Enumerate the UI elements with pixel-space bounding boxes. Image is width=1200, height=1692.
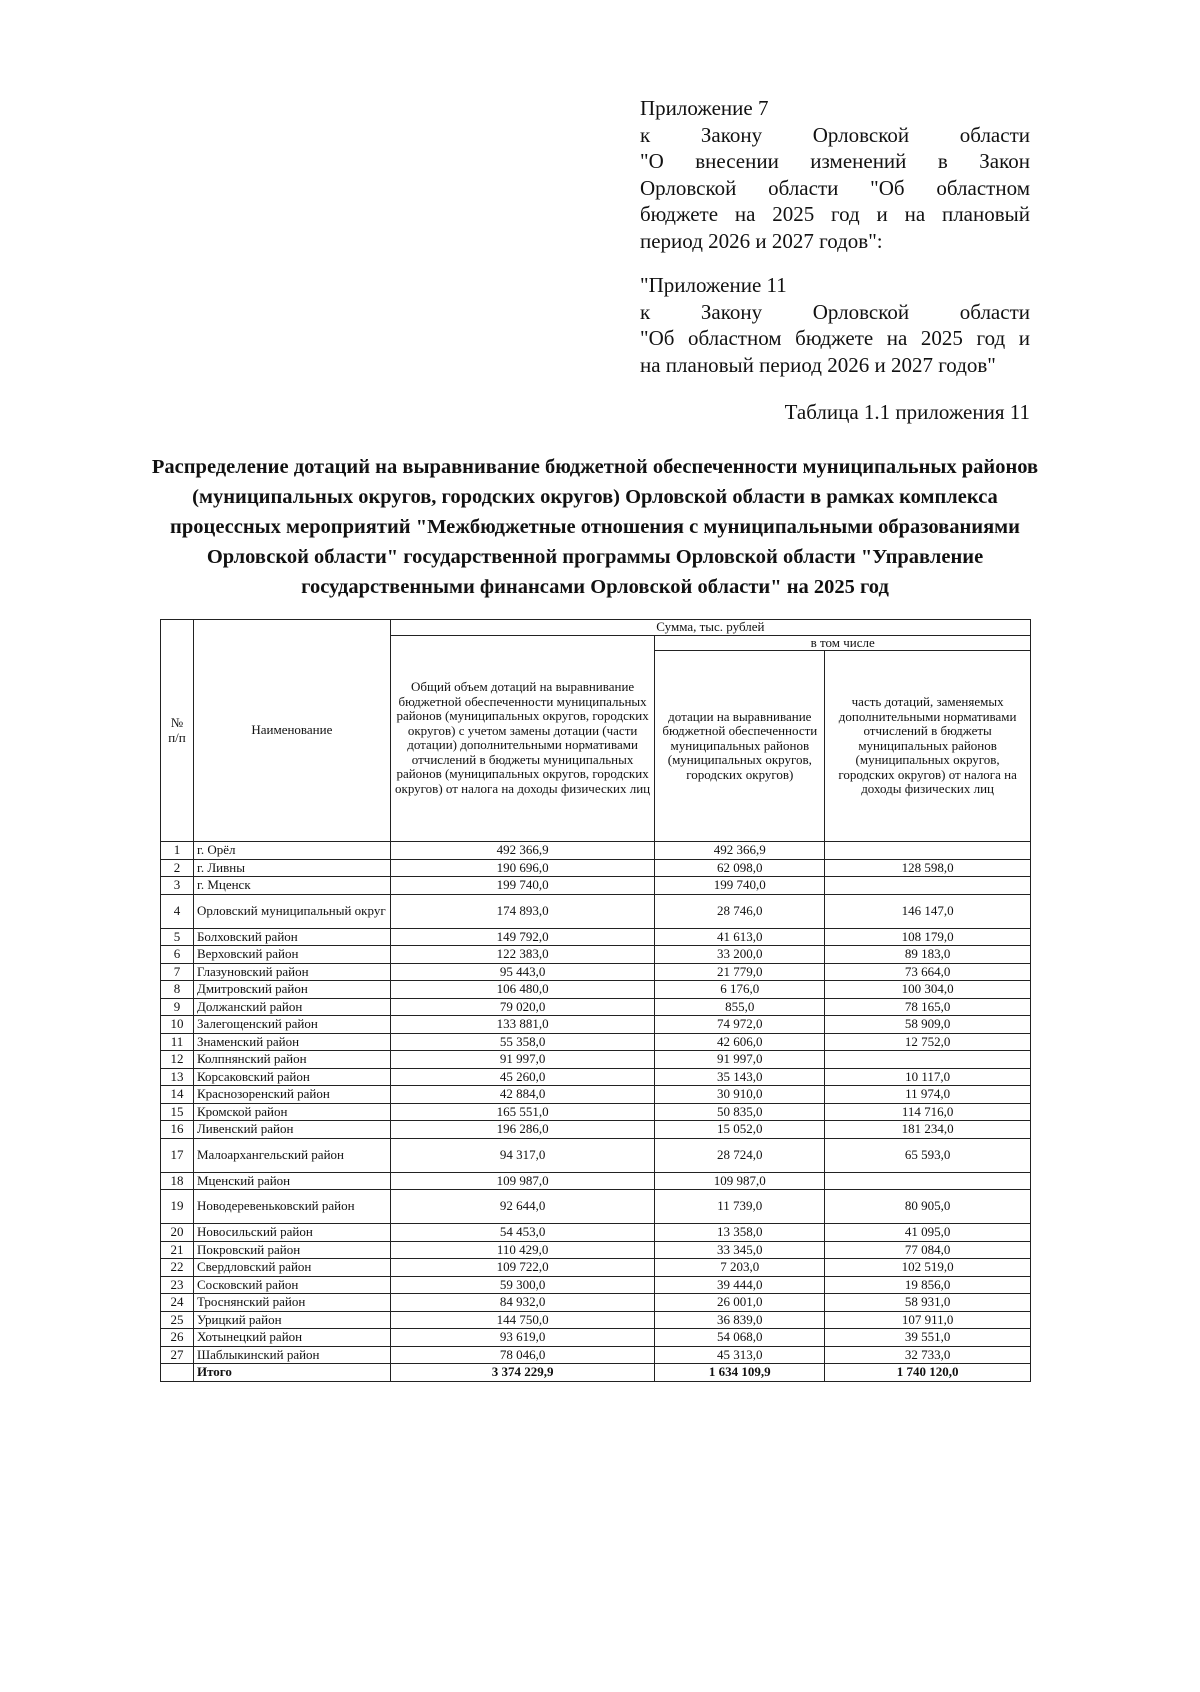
table-row [161,1033,1031,1051]
row-name: Итого [193,1364,390,1382]
row-number: 20 [161,1224,194,1242]
row-subsidy: 28 724,0 [655,1138,825,1172]
row-subsidy: 74 972,0 [655,1016,825,1034]
row-subsidy: 855,0 [655,998,825,1016]
row-subsidy: 21 779,0 [655,963,825,981]
table-row [161,998,1031,1016]
row-name: Троснянский район [193,1294,390,1312]
document-title: Распределение дотаций на выравнивание бюджетной обеспеченности муниципальных районов (муниципальных округов, городских округов) Орловской области в рамках комплекса процессных мероприятий "Межбюджетные отношения с муниципальными образованиями Орловской области" государственной программы Орловской области "Управление государственными финансами Орловской области" на 2025 год [151,456,1039,598]
row-name: Колпнянский район [193,1051,390,1069]
row-name: Корсаковский район [193,1068,390,1086]
table-row [161,1311,1031,1329]
row-number: 11 [161,1033,194,1051]
row-replaced-part: 32 733,0 [825,1346,1031,1364]
row-number: 1 [161,842,194,860]
row-number: 10 [161,1016,194,1034]
row-number: 9 [161,998,194,1016]
header-including: в том числе [655,635,1031,651]
row-subsidy: 15 052,0 [655,1121,825,1139]
table-reference: Таблица 1.1 приложения 11 [784,400,1030,424]
row-total: 196 286,0 [390,1121,655,1139]
header-replaced-part: часть дотаций, заменяемых дополнительными нормативами отчислений в бюджеты муниципальных районов (муниципальных округов, городских округов) от налога на доходы физических лиц [825,651,1031,842]
row-number: 25 [161,1311,194,1329]
row-replaced-part: 108 179,0 [825,928,1031,946]
row-total: 165 551,0 [390,1103,655,1121]
row-name: Свердловский район [193,1259,390,1277]
row-subsidy: 41 613,0 [655,928,825,946]
row-subsidy: 39 444,0 [655,1276,825,1294]
row-number: 14 [161,1086,194,1104]
row-replaced-part: 77 084,0 [825,1241,1031,1259]
row-subsidy: 6 176,0 [655,981,825,999]
table-row [161,1329,1031,1347]
row-subsidy: 36 839,0 [655,1311,825,1329]
table-row [161,877,1031,895]
table-row [161,859,1031,877]
row-number: 24 [161,1294,194,1312]
row-subsidy: 62 098,0 [655,859,825,877]
row-name: Должанский район [193,998,390,1016]
row-total: 93 619,0 [390,1329,655,1347]
row-replaced-part [825,877,1031,895]
row-number: 23 [161,1276,194,1294]
row-total: 109 722,0 [390,1259,655,1277]
row-name: г. Мценск [193,877,390,895]
row-number: 27 [161,1346,194,1364]
row-replaced-part [825,1172,1031,1190]
row-replaced-part: 146 147,0 [825,894,1031,928]
row-total: 133 881,0 [390,1016,655,1034]
total-row [161,1364,1031,1382]
row-number: 4 [161,894,194,928]
header-number: № п/п [161,620,194,842]
row-subsidy: 13 358,0 [655,1224,825,1242]
row-replaced-part: 78 165,0 [825,998,1031,1016]
table-row [161,963,1031,981]
table-row [161,1276,1031,1294]
row-replaced-part: 41 095,0 [825,1224,1031,1242]
row-total: 91 997,0 [390,1051,655,1069]
row-number: 17 [161,1138,194,1172]
table-row [161,1051,1031,1069]
table-row [161,1224,1031,1242]
table-row [161,894,1031,928]
annex-title: Приложение 7 [640,96,769,120]
row-name: Знаменский район [193,1033,390,1051]
annex-line: бюджете на 2025 год и на плановый [640,202,1030,226]
table-row [161,1121,1031,1139]
row-total: 144 750,0 [390,1311,655,1329]
row-number [161,1364,194,1382]
table-row [161,1190,1031,1224]
row-replaced-part: 19 856,0 [825,1276,1031,1294]
header-sum: Сумма, тыс. рублей [390,620,1030,636]
row-total: 3 374 229,9 [390,1364,655,1382]
row-subsidy: 11 739,0 [655,1190,825,1224]
row-name: Новосильский район [193,1224,390,1242]
table-row [161,842,1031,860]
table-row [161,1346,1031,1364]
annex-line: период 2026 и 2027 годов": [640,228,883,253]
row-subsidy: 91 997,0 [655,1051,825,1069]
row-name: Болховский район [193,928,390,946]
row-name: Глазуновский район [193,963,390,981]
row-name: г. Ливны [193,859,390,877]
table-row [161,1172,1031,1190]
annex-line: к Закону Орловской области [640,122,1030,147]
row-total: 190 696,0 [390,859,655,877]
row-replaced-part: 1 740 120,0 [825,1364,1031,1382]
row-name: г. Орёл [193,842,390,860]
row-replaced-part: 58 931,0 [825,1294,1031,1312]
row-replaced-part [825,842,1031,860]
subsidy-table [160,619,1031,1382]
table-row [161,981,1031,999]
row-total: 174 893,0 [390,894,655,928]
row-subsidy: 7 203,0 [655,1259,825,1277]
row-replaced-part: 10 117,0 [825,1068,1031,1086]
row-total: 54 453,0 [390,1224,655,1242]
row-replaced-part: 100 304,0 [825,981,1031,999]
annex-line: "О внесении изменений в Закон [640,149,1030,173]
row-name: Дмитровский район [193,981,390,999]
row-subsidy: 26 001,0 [655,1294,825,1312]
row-subsidy: 35 143,0 [655,1068,825,1086]
row-total: 122 383,0 [390,946,655,964]
row-subsidy: 199 740,0 [655,877,825,895]
row-replaced-part [825,1051,1031,1069]
table-row [161,1068,1031,1086]
annex-title: "Приложение 11 [640,273,787,297]
row-replaced-part: 12 752,0 [825,1033,1031,1051]
row-total: 45 260,0 [390,1068,655,1086]
row-subsidy: 33 200,0 [655,946,825,964]
row-subsidy: 28 746,0 [655,894,825,928]
row-subsidy: 45 313,0 [655,1346,825,1364]
row-replaced-part: 107 911,0 [825,1311,1031,1329]
row-replaced-part: 73 664,0 [825,963,1031,981]
row-name: Залегощенский район [193,1016,390,1034]
header-name: Наименование [193,620,390,842]
row-name: Сосковский район [193,1276,390,1294]
row-total: 84 932,0 [390,1294,655,1312]
table-row [161,928,1031,946]
row-replaced-part: 58 909,0 [825,1016,1031,1034]
table-row [161,1103,1031,1121]
row-number: 19 [161,1190,194,1224]
row-name: Ливенский район [193,1121,390,1139]
row-subsidy: 42 606,0 [655,1033,825,1051]
table-row [161,946,1031,964]
row-number: 26 [161,1329,194,1347]
row-name: Орловский муниципальный округ [193,894,390,928]
row-name: Урицкий район [193,1311,390,1329]
row-total: 106 480,0 [390,981,655,999]
row-total: 95 443,0 [390,963,655,981]
row-total: 199 740,0 [390,877,655,895]
row-number: 16 [161,1121,194,1139]
row-total: 42 884,0 [390,1086,655,1104]
row-name: Хотынецкий район [193,1329,390,1347]
row-replaced-part: 114 716,0 [825,1103,1031,1121]
header-total: Общий объем дотаций на выравнивание бюджетной обеспеченности муниципальных районов (муниципальных округов, городских округов) с учетом замены дотации (части дотации) дополнительными нормативами отчислений в бюджеты муниципальных районов (муниципальных округов, городских округов) от налога на доходы физических лиц [390,635,655,842]
row-number: 22 [161,1259,194,1277]
row-subsidy: 30 910,0 [655,1086,825,1104]
row-name: Краснозоренский район [193,1086,390,1104]
row-number: 7 [161,963,194,981]
row-name: Мценский район [193,1172,390,1190]
row-total: 92 644,0 [390,1190,655,1224]
row-number: 3 [161,877,194,895]
row-subsidy: 54 068,0 [655,1329,825,1347]
row-number: 2 [161,859,194,877]
row-name: Малоархангельский район [193,1138,390,1172]
row-total: 59 300,0 [390,1276,655,1294]
row-replaced-part: 181 234,0 [825,1121,1031,1139]
row-number: 8 [161,981,194,999]
row-replaced-part: 39 551,0 [825,1329,1031,1347]
row-subsidy: 33 345,0 [655,1241,825,1259]
annex-7-heading [640,95,1030,254]
row-subsidy: 109 987,0 [655,1172,825,1190]
table-row [161,1241,1031,1259]
row-replaced-part: 11 974,0 [825,1086,1031,1104]
table-row [161,1259,1031,1277]
row-replaced-part: 80 905,0 [825,1190,1031,1224]
row-total: 492 366,9 [390,842,655,860]
annex-line: Орловской области "Об областном [640,175,1030,200]
row-name: Верховский район [193,946,390,964]
row-replaced-part: 65 593,0 [825,1138,1031,1172]
row-name: Покровский район [193,1241,390,1259]
table-row [161,1016,1031,1034]
annex-line: на плановый период 2026 и 2027 годов" [640,352,996,377]
annex-11-heading [640,272,1030,378]
row-number: 6 [161,946,194,964]
row-subsidy: 1 634 109,9 [655,1364,825,1382]
row-subsidy: 50 835,0 [655,1103,825,1121]
row-replaced-part: 128 598,0 [825,859,1031,877]
row-number: 5 [161,928,194,946]
row-number: 13 [161,1068,194,1086]
row-number: 21 [161,1241,194,1259]
row-number: 18 [161,1172,194,1190]
row-name: Шаблыкинский район [193,1346,390,1364]
annex-line: "Об областном бюджете на 2025 год и [640,326,1030,350]
row-total: 78 046,0 [390,1346,655,1364]
table-row [161,1086,1031,1104]
row-name: Новодеревеньковский район [193,1190,390,1224]
row-number: 12 [161,1051,194,1069]
row-total: 94 317,0 [390,1138,655,1172]
table-row [161,1294,1031,1312]
row-replaced-part: 102 519,0 [825,1259,1031,1277]
row-subsidy: 492 366,9 [655,842,825,860]
row-number: 15 [161,1103,194,1121]
table-row [161,1138,1031,1172]
row-replaced-part: 89 183,0 [825,946,1031,964]
annex-line: к Закону Орловской области [640,299,1030,324]
row-total: 79 020,0 [390,998,655,1016]
header-subsidies: дотации на выравнивание бюджетной обеспеченности муниципальных районов (муниципальных округов, городских округов) [655,651,825,842]
row-total: 55 358,0 [390,1033,655,1051]
row-total: 149 792,0 [390,928,655,946]
row-name: Кромской район [193,1103,390,1121]
row-total: 109 987,0 [390,1172,655,1190]
row-total: 110 429,0 [390,1241,655,1259]
